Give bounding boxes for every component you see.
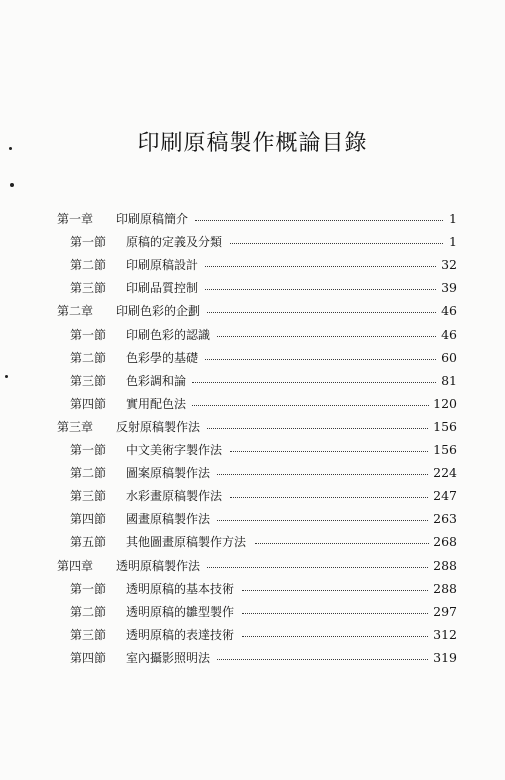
- section-title: 實用配色法: [126, 396, 187, 411]
- page-number: 156: [433, 442, 457, 457]
- page-title: 印刷原稿製作概論目錄: [137, 131, 368, 156]
- toc-section-row: [0, 395, 505, 413]
- dot-leader: [205, 279, 436, 297]
- dot-leader: [207, 557, 428, 575]
- section-title: 原稿的定義及分類: [126, 235, 223, 250]
- page-number: 263: [433, 511, 457, 527]
- toc-section-row: [0, 464, 505, 482]
- dot-leader: [207, 418, 428, 436]
- page-number: 1: [449, 211, 457, 226]
- toc-section-row: [0, 580, 505, 598]
- page-number: 268: [433, 534, 457, 550]
- section-title: 印刷品質控制: [126, 281, 199, 296]
- section-number: 第二節: [70, 604, 107, 619]
- toc-section-row: [0, 533, 505, 551]
- dot-leader: [195, 210, 444, 228]
- toc-chapter-row: [0, 418, 505, 436]
- dot-leader: [242, 580, 428, 598]
- toc-section-row: [0, 603, 505, 621]
- section-title: 透明原稿的表達技術: [126, 627, 235, 642]
- page-number: 46: [441, 303, 457, 319]
- section-number: 第四節: [70, 512, 107, 527]
- dot-leader: [242, 626, 428, 644]
- dot-leader: [217, 464, 428, 482]
- dot-leader: [192, 395, 429, 413]
- section-title: 室內攝影照明法: [126, 650, 211, 665]
- section-number: 第一節: [70, 443, 107, 457]
- page-number: 288: [433, 580, 457, 596]
- toc-chapter-row: [0, 557, 505, 575]
- section-title: 透明原稿的雛型製作: [126, 604, 235, 619]
- page-number: 46: [441, 326, 457, 342]
- page-number: 120: [433, 395, 457, 411]
- dot-leader: [255, 533, 429, 551]
- toc-section-row: [0, 372, 505, 390]
- toc-section-row: [0, 626, 505, 644]
- dot-leader: [230, 487, 429, 505]
- toc-section-row: [0, 441, 505, 459]
- chapter-title: 透明原稿製作法: [116, 558, 201, 573]
- dot-leader: [205, 256, 436, 274]
- dot-leader: [207, 302, 436, 320]
- dot-leader: [217, 649, 428, 667]
- toc-chapter-row: [0, 210, 505, 228]
- dot-leader: [217, 510, 428, 528]
- toc-section-row: [0, 256, 505, 274]
- dot-leader: [192, 372, 436, 390]
- section-title: 中文美術字製作法: [126, 443, 223, 457]
- section-number: 第一節: [70, 581, 107, 596]
- chapter-title: 印刷色彩的企劃: [116, 304, 201, 319]
- section-title: 透明原稿的基本技術: [126, 581, 235, 596]
- section-number: 第四節: [70, 396, 107, 411]
- section-number: 第三節: [70, 627, 107, 642]
- section-title: 印刷色彩的認識: [126, 327, 211, 342]
- section-number: 第二節: [70, 350, 107, 365]
- dot-leader: [242, 603, 428, 621]
- chapter-number: 第一章: [57, 212, 94, 226]
- chapter-number: 第二章: [57, 304, 94, 319]
- dot-leader: [230, 233, 444, 251]
- toc-chapter-row: [0, 302, 505, 320]
- toc-section-row: [0, 510, 505, 528]
- section-title: 水彩畫原稿製作法: [126, 489, 223, 504]
- dot-leader: [217, 326, 436, 344]
- page-number: 1: [449, 234, 457, 250]
- page-number: 288: [433, 557, 457, 573]
- page-number: 297: [433, 603, 457, 619]
- section-number: 第五節: [70, 535, 107, 550]
- toc-section-row: [0, 649, 505, 667]
- page-number: 32: [441, 257, 457, 273]
- page-number: 312: [433, 626, 457, 642]
- page-number: 224: [433, 465, 457, 481]
- section-title: 圖案原稿製作法: [126, 466, 211, 481]
- section-number: 第三節: [70, 281, 107, 296]
- section-number: 第二節: [70, 466, 107, 481]
- chapter-number: 第三章: [57, 419, 94, 434]
- toc-section-row: [0, 279, 505, 297]
- chapter-title: 反射原稿製作法: [116, 419, 201, 434]
- page-number: 81: [441, 372, 457, 388]
- toc-section-row: [0, 326, 505, 344]
- page-number: 156: [433, 418, 457, 434]
- toc-section-row: [0, 349, 505, 367]
- chapter-title: 印刷原稿簡介: [116, 212, 189, 226]
- section-number: 第二節: [70, 258, 107, 273]
- chapter-number: 第四章: [57, 558, 94, 573]
- dot-leader: [205, 349, 436, 367]
- section-title: 國畫原稿製作法: [126, 512, 211, 527]
- page-number: 319: [433, 649, 457, 665]
- dot-leader: [230, 441, 429, 459]
- page-number: 247: [433, 488, 457, 504]
- section-title: 印刷原稿設計: [126, 258, 199, 273]
- section-title: 其他圖畫原稿製作方法: [126, 535, 247, 550]
- section-title: 色彩學的基礎: [126, 350, 199, 365]
- section-number: 第一節: [70, 235, 107, 250]
- toc-section-row: [0, 487, 505, 505]
- section-number: 第三節: [70, 489, 107, 504]
- section-number: 第一節: [70, 327, 107, 342]
- page-number: 39: [441, 280, 457, 296]
- section-number: 第四節: [70, 650, 107, 665]
- toc-section-row: [0, 233, 505, 251]
- page-number: 60: [441, 349, 457, 365]
- section-number: 第三節: [70, 373, 107, 388]
- section-title: 色彩調和論: [126, 373, 187, 388]
